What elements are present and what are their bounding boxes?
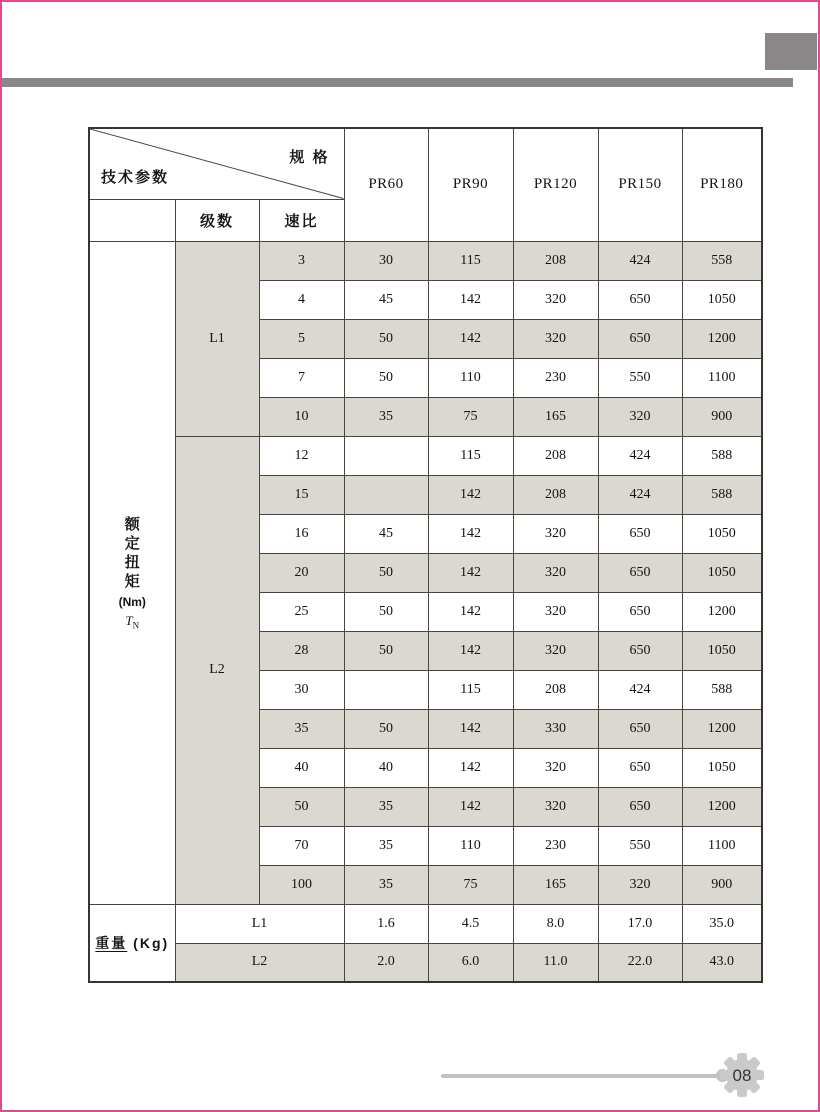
weight-value-cell-PR120: 8.0 xyxy=(513,904,598,943)
value-cell-PR60: 50 xyxy=(344,592,428,631)
value-cell-PR180: 1200 xyxy=(682,592,762,631)
value-cell-PR90: 75 xyxy=(428,397,513,436)
value-cell-PR180: 558 xyxy=(682,241,762,280)
value-cell-PR180: 1050 xyxy=(682,553,762,592)
spec-table xyxy=(88,127,763,983)
weight-value-cell-PR180: 35.0 xyxy=(682,904,762,943)
weight-row-L2 xyxy=(89,943,762,982)
value-cell-PR90: 142 xyxy=(428,748,513,787)
value-cell-PR90: 115 xyxy=(428,670,513,709)
value-cell-PR180: 1050 xyxy=(682,514,762,553)
value-cell-PR60 xyxy=(344,670,428,709)
value-cell-PR120: 320 xyxy=(513,553,598,592)
value-cell-PR90: 142 xyxy=(428,475,513,514)
ratio-cell: 5 xyxy=(259,319,344,358)
torque-row-L1-3 xyxy=(89,241,762,280)
value-cell-PR60: 50 xyxy=(344,709,428,748)
value-cell-PR90: 142 xyxy=(428,709,513,748)
value-cell-PR120: 165 xyxy=(513,865,598,904)
value-cell-PR150: 650 xyxy=(598,631,682,670)
empty-header-cell xyxy=(89,199,175,241)
value-cell-PR150: 650 xyxy=(598,280,682,319)
value-cell-PR150: 424 xyxy=(598,241,682,280)
weight-value-cell-PR60: 1.6 xyxy=(344,904,428,943)
value-cell-PR60: 40 xyxy=(344,748,428,787)
value-cell-PR180: 588 xyxy=(682,475,762,514)
ratio-cell: 50 xyxy=(259,787,344,826)
value-cell-PR180: 588 xyxy=(682,670,762,709)
weight-value-cell-PR90: 6.0 xyxy=(428,943,513,982)
value-cell-PR90: 142 xyxy=(428,319,513,358)
value-cell-PR150: 650 xyxy=(598,319,682,358)
value-cell-PR90: 142 xyxy=(428,787,513,826)
col-header-pr90: PR90 xyxy=(428,128,513,241)
value-cell-PR60: 30 xyxy=(344,241,428,280)
value-cell-PR60: 35 xyxy=(344,397,428,436)
value-cell-PR180: 1200 xyxy=(682,787,762,826)
value-cell-PR60: 50 xyxy=(344,553,428,592)
torque-axis-label xyxy=(89,241,175,904)
value-cell-PR150: 650 xyxy=(598,787,682,826)
ratio-cell: 25 xyxy=(259,592,344,631)
ratio-cell: 40 xyxy=(259,748,344,787)
ratio-cell: 30 xyxy=(259,670,344,709)
value-cell-PR120: 320 xyxy=(513,319,598,358)
value-cell-PR150: 650 xyxy=(598,748,682,787)
ratio-cell: 70 xyxy=(259,826,344,865)
ratio-cell: 28 xyxy=(259,631,344,670)
weight-header: 重量 (Kg) xyxy=(89,904,175,982)
value-cell-PR90: 115 xyxy=(428,241,513,280)
value-cell-PR60 xyxy=(344,475,428,514)
value-cell-PR60: 35 xyxy=(344,826,428,865)
value-cell-PR60: 35 xyxy=(344,865,428,904)
value-cell-PR120: 230 xyxy=(513,358,598,397)
value-cell-PR60: 45 xyxy=(344,280,428,319)
ratio-cell: 100 xyxy=(259,865,344,904)
value-cell-PR60: 35 xyxy=(344,787,428,826)
torque-row-L2-12 xyxy=(89,436,762,475)
weight-value-cell-PR180: 43.0 xyxy=(682,943,762,982)
ratio-cell: 10 xyxy=(259,397,344,436)
value-cell-PR180: 1050 xyxy=(682,631,762,670)
weight-stage-label-L2: L2 xyxy=(175,943,344,982)
value-cell-PR90: 115 xyxy=(428,436,513,475)
value-cell-PR120: 165 xyxy=(513,397,598,436)
value-cell-PR120: 330 xyxy=(513,709,598,748)
value-cell-PR150: 320 xyxy=(598,865,682,904)
diagonal-header-cell xyxy=(89,128,344,199)
value-cell-PR90: 142 xyxy=(428,280,513,319)
value-cell-PR120: 320 xyxy=(513,631,598,670)
value-cell-PR180: 1050 xyxy=(682,280,762,319)
value-cell-PR150: 424 xyxy=(598,670,682,709)
value-cell-PR120: 230 xyxy=(513,826,598,865)
value-cell-PR60 xyxy=(344,436,428,475)
value-cell-PR180: 900 xyxy=(682,865,762,904)
footer-rule xyxy=(441,1074,719,1078)
ratio-cell: 16 xyxy=(259,514,344,553)
value-cell-PR90: 142 xyxy=(428,592,513,631)
corner-label-parameters: 技术参数 xyxy=(101,168,170,186)
value-cell-PR150: 424 xyxy=(598,436,682,475)
value-cell-PR150: 650 xyxy=(598,553,682,592)
stage-group-L2: L2 xyxy=(175,436,259,904)
value-cell-PR90: 142 xyxy=(428,553,513,592)
value-cell-PR180: 1200 xyxy=(682,709,762,748)
value-cell-PR90: 75 xyxy=(428,865,513,904)
weight-value-cell-PR60: 2.0 xyxy=(344,943,428,982)
header-accent-square xyxy=(765,33,817,70)
value-cell-PR120: 208 xyxy=(513,670,598,709)
value-cell-PR120: 208 xyxy=(513,241,598,280)
value-cell-PR60: 50 xyxy=(344,319,428,358)
value-cell-PR180: 1050 xyxy=(682,748,762,787)
value-cell-PR60: 50 xyxy=(344,631,428,670)
ratio-cell: 3 xyxy=(259,241,344,280)
weight-value-cell-PR150: 17.0 xyxy=(598,904,682,943)
value-cell-PR150: 650 xyxy=(598,514,682,553)
value-cell-PR120: 320 xyxy=(513,514,598,553)
weight-value-cell-PR120: 11.0 xyxy=(513,943,598,982)
gear-page-number-icon xyxy=(719,1052,765,1098)
value-cell-PR120: 208 xyxy=(513,436,598,475)
value-cell-PR180: 1100 xyxy=(682,826,762,865)
col-header-pr120: PR120 xyxy=(513,128,598,241)
value-cell-PR120: 208 xyxy=(513,475,598,514)
ratio-cell: 20 xyxy=(259,553,344,592)
value-cell-PR180: 1100 xyxy=(682,358,762,397)
ratio-cell: 12 xyxy=(259,436,344,475)
value-cell-PR150: 550 xyxy=(598,826,682,865)
col-header-pr180: PR180 xyxy=(682,128,762,241)
col-header-pr150: PR150 xyxy=(598,128,682,241)
rated-torque-vertical-label: 额 定 扭 矩 (Nm) $T_N$ xyxy=(118,515,146,631)
header-rule-bar xyxy=(2,78,793,87)
value-cell-PR90: 142 xyxy=(428,631,513,670)
value-cell-PR120: 320 xyxy=(513,748,598,787)
ratio-cell: 4 xyxy=(259,280,344,319)
value-cell-PR60: 45 xyxy=(344,514,428,553)
weight-stage-label-L1: L1 xyxy=(175,904,344,943)
subheader-ratio: 速比 xyxy=(259,199,344,241)
ratio-cell: 15 xyxy=(259,475,344,514)
value-cell-PR60: 50 xyxy=(344,358,428,397)
value-cell-PR120: 320 xyxy=(513,592,598,631)
ratio-cell: 7 xyxy=(259,358,344,397)
header-row-1 xyxy=(89,128,762,199)
page-number: 08 xyxy=(732,1066,752,1085)
weight-value-cell-PR150: 22.0 xyxy=(598,943,682,982)
subheader-stage: 级数 xyxy=(175,199,259,241)
value-cell-PR150: 650 xyxy=(598,709,682,748)
weight-row-L1 xyxy=(89,904,762,943)
value-cell-PR180: 900 xyxy=(682,397,762,436)
value-cell-PR120: 320 xyxy=(513,280,598,319)
stage-group-L1: L1 xyxy=(175,241,259,436)
value-cell-PR150: 550 xyxy=(598,358,682,397)
value-cell-PR90: 110 xyxy=(428,358,513,397)
value-cell-PR150: 650 xyxy=(598,592,682,631)
col-header-pr60: PR60 xyxy=(344,128,428,241)
value-cell-PR150: 320 xyxy=(598,397,682,436)
value-cell-PR180: 588 xyxy=(682,436,762,475)
weight-value-cell-PR90: 4.5 xyxy=(428,904,513,943)
value-cell-PR180: 1200 xyxy=(682,319,762,358)
value-cell-PR120: 320 xyxy=(513,787,598,826)
value-cell-PR150: 424 xyxy=(598,475,682,514)
ratio-cell: 35 xyxy=(259,709,344,748)
value-cell-PR90: 142 xyxy=(428,514,513,553)
value-cell-PR90: 110 xyxy=(428,826,513,865)
corner-label-spec: 规 格 xyxy=(289,149,330,166)
